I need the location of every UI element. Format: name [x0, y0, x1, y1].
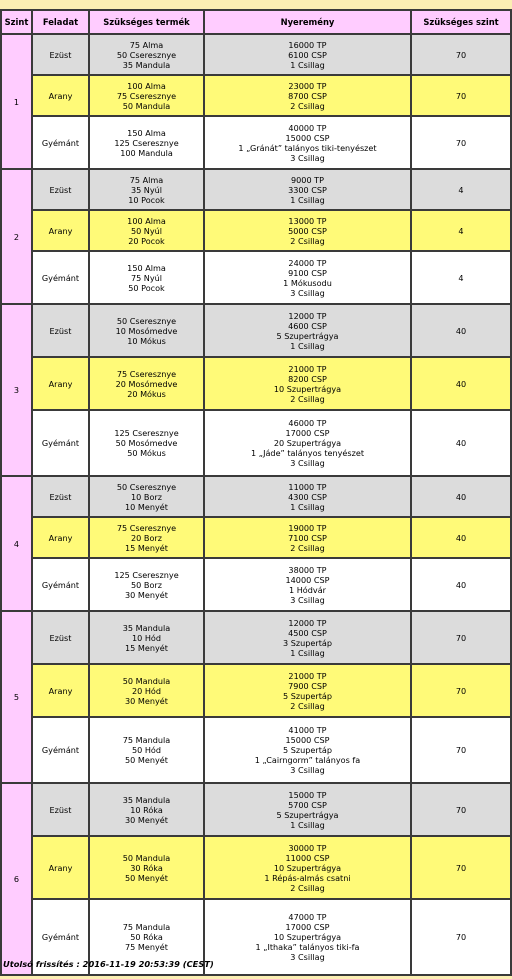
required-level-cell-text: 70	[455, 49, 467, 60]
required-level-cell	[411, 836, 511, 899]
rewards-cell-text: 12000 TP 4600 CSP 5 Szupertrágya 1 Csillag	[276, 310, 339, 351]
table-row	[1, 210, 511, 251]
rewards-cell	[204, 304, 411, 357]
products-cell-text: 75 Mandula 50 Hód 50 Menyét	[122, 735, 171, 765]
rewards-cell	[204, 476, 411, 517]
rewards-cell-text: 30000 TP 11000 CSP 10 Szupertrágya 1 Répás-almás csatni 2 Csillag	[264, 842, 351, 893]
table-row	[1, 251, 511, 304]
required-level-cell-text: 4	[458, 184, 464, 195]
task-cell	[32, 517, 89, 558]
rewards-cell	[204, 836, 411, 899]
products-cell-text: 75 Cseresznye 20 Borz 15 Menyét	[116, 522, 177, 553]
products-cell	[89, 664, 204, 717]
task-cell-text: Gyémánt	[41, 438, 80, 448]
required-level-cell	[411, 899, 511, 975]
rewards-cell	[204, 517, 411, 558]
required-level-cell-text: 70	[455, 862, 467, 873]
rewards-cell-text: 12000 TP 4500 CSP 3 Szupertáp 1 Csillag	[283, 617, 332, 658]
rewards-cell	[204, 210, 411, 251]
required-level-cell-text: 70	[455, 137, 467, 148]
rewards-cell-text: 15000 TP 5700 CSP 5 Szupertrágya 1 Csillag	[276, 789, 339, 830]
products-cell-text: 50 Cseresznye 10 Mosómedve 10 Mókus	[115, 315, 178, 346]
table-row	[1, 116, 511, 169]
products-cell-text: 50 Mandula 30 Róka 50 Menyét	[122, 852, 171, 883]
required-level-cell	[411, 34, 511, 75]
required-level-cell	[411, 517, 511, 558]
rewards-cell-text: 16000 TP 6100 CSP 1 Csillag	[288, 39, 327, 70]
task-cell-text: Arany	[48, 90, 73, 101]
task-cell-text: Arany	[48, 685, 73, 696]
task-cell-text: Ezüst	[49, 184, 72, 195]
products-cell	[89, 357, 204, 410]
table-row	[1, 357, 511, 410]
quest-table	[0, 9, 512, 976]
products-cell-text: 100 Alma 75 Cseresznye 50 Mandula	[116, 80, 177, 111]
rewards-cell-text: 24000 TP 9100 CSP 1 Mókusodu 3 Csillag	[283, 257, 332, 298]
table-row	[1, 664, 511, 717]
table-row	[1, 476, 511, 517]
rewards-cell	[204, 558, 411, 611]
rewards-cell-text: 19000 TP 7100 CSP 2 Csillag	[288, 522, 327, 553]
products-cell	[89, 558, 204, 611]
table-row	[1, 558, 511, 611]
level-cell: 2	[1, 169, 32, 304]
products-cell-text: 50 Cseresznye 10 Borz 10 Menyét	[116, 481, 177, 512]
task-cell-text: Gyémánt	[41, 137, 80, 148]
level-cell: 5	[1, 611, 32, 783]
rewards-cell	[204, 664, 411, 717]
task-cell	[32, 34, 89, 75]
rewards-cell	[204, 34, 411, 75]
products-cell-text: 75 Alma 35 Nyúl 10 Pocok	[128, 174, 165, 205]
required-level-cell	[411, 116, 511, 169]
task-cell	[32, 476, 89, 517]
table-row	[1, 410, 511, 476]
task-cell-text: Ezüst	[49, 804, 72, 815]
task-cell	[32, 169, 89, 210]
task-cell-text: Ezüst	[49, 49, 72, 60]
level-cell: 1	[1, 34, 32, 169]
required-level-cell-text: 70	[455, 90, 467, 101]
required-level-cell	[411, 664, 511, 717]
task-cell-text: Gyémánt	[41, 579, 80, 590]
task-cell	[32, 357, 89, 410]
task-cell	[32, 836, 89, 899]
products-cell-text: 50 Mandula 20 Hód 30 Menyét	[122, 675, 171, 706]
task-cell	[32, 304, 89, 357]
table-row	[1, 611, 511, 664]
task-cell-text: Arany	[48, 378, 73, 389]
task-cell	[32, 251, 89, 304]
rewards-cell-text: 38000 TP 14000 CSP 1 Hódvár 3 Csillag	[285, 564, 330, 605]
products-cell-text: 100 Alma 50 Nyúl 20 Pocok	[127, 215, 166, 246]
products-cell	[89, 517, 204, 558]
task-cell	[32, 717, 89, 783]
task-cell-text: Gyémánt	[41, 272, 80, 283]
products-cell-text: 125 Cseresznye 50 Mosómedve 50 Mókus	[114, 428, 179, 458]
required-level-cell-text: 40	[455, 438, 467, 448]
products-cell-text: 35 Mandula 10 Hód 15 Menyét	[122, 622, 171, 653]
required-level-cell-text: 70	[455, 685, 467, 696]
rewards-cell-text: 41000 TP 15000 CSP 5 Szupertáp 1 „Cairngorm” talányos fa 3 Csillag	[254, 725, 361, 775]
table-row	[1, 836, 511, 899]
required-level-cell	[411, 410, 511, 476]
products-cell	[89, 34, 204, 75]
rewards-cell	[204, 251, 411, 304]
products-cell	[89, 75, 204, 116]
required-level-cell	[411, 75, 511, 116]
table-row	[1, 75, 511, 116]
header-task: Feladat	[32, 10, 89, 34]
products-cell-text: 75 Mandula 50 Róka 75 Menyét	[122, 922, 171, 952]
task-cell-text: Arany	[48, 862, 73, 873]
products-cell	[89, 410, 204, 476]
required-level-cell-text: 4	[458, 272, 464, 283]
header-required-level: Szükséges szint	[411, 10, 511, 34]
header-level: Szint	[1, 10, 32, 34]
products-cell-text: 75 Alma 50 Cseresznye 35 Mandula	[116, 39, 177, 70]
products-cell	[89, 251, 204, 304]
products-cell	[89, 476, 204, 517]
required-level-cell	[411, 251, 511, 304]
rewards-cell-text: 47000 TP 17000 CSP 10 Szupertrágya 1 „Ithaka” talányos tiki-fa 3 Csillag	[255, 912, 360, 962]
required-level-cell	[411, 611, 511, 664]
table-header	[1, 10, 511, 34]
task-cell	[32, 116, 89, 169]
required-level-cell	[411, 169, 511, 210]
products-cell	[89, 717, 204, 783]
required-level-cell	[411, 304, 511, 357]
rewards-cell-text: 46000 TP 17000 CSP 20 Szupertrágya 1 „Jáde” talányos tenyészet 3 Csillag	[250, 418, 364, 468]
level-cell: 4	[1, 476, 32, 611]
required-level-cell-text: 40	[455, 378, 467, 389]
required-level-cell-text: 40	[455, 325, 467, 336]
level-cell: 3	[1, 304, 32, 476]
task-cell-text: Arany	[48, 225, 73, 236]
required-level-cell-text: 70	[455, 632, 467, 643]
table-body	[1, 34, 511, 975]
required-level-cell-text: 70	[455, 804, 467, 815]
required-level-cell-text: 40	[455, 491, 467, 502]
table-row	[1, 783, 511, 836]
rewards-cell-text: 23000 TP 8700 CSP 2 Csillag	[288, 80, 327, 111]
required-level-cell-text: 40	[455, 579, 467, 590]
task-cell-text: Arany	[48, 532, 73, 543]
rewards-cell-text: 21000 TP 8200 CSP 10 Szupertrágya 2 Csillag	[273, 363, 342, 404]
rewards-cell	[204, 717, 411, 783]
table-row	[1, 717, 511, 783]
rewards-cell-text: 40000 TP 15000 CSP 1 „Gránát” talányos tiki-tenyészet 3 Csillag	[238, 122, 377, 163]
products-cell-text: 35 Mandula 10 Róka 30 Menyét	[122, 794, 171, 825]
task-cell-text: Gyémánt	[41, 932, 80, 942]
rewards-cell	[204, 899, 411, 975]
rewards-cell	[204, 116, 411, 169]
last-updated: Utolsó frissítés : 2016-11-19 20:53:39 (CEST)	[3, 959, 214, 969]
table-row	[1, 304, 511, 357]
required-level-cell-text: 40	[455, 532, 467, 543]
task-cell-text: Ezüst	[49, 632, 72, 643]
task-cell	[32, 75, 89, 116]
required-level-cell-text: 70	[455, 745, 467, 755]
rewards-cell-text: 13000 TP 5000 CSP 2 Csillag	[288, 215, 327, 246]
products-cell-text: 125 Cseresznye 50 Borz 30 Menyét	[114, 569, 179, 600]
rewards-cell	[204, 75, 411, 116]
task-cell-text: Ezüst	[49, 325, 72, 336]
header-reward: Nyeremény	[204, 10, 411, 34]
level-cell: 6	[1, 783, 32, 975]
required-level-cell-text: 70	[455, 932, 467, 942]
products-cell	[89, 169, 204, 210]
task-cell	[32, 611, 89, 664]
products-cell	[89, 304, 204, 357]
required-level-cell	[411, 783, 511, 836]
table-row	[1, 169, 511, 210]
rewards-cell	[204, 357, 411, 410]
task-cell	[32, 210, 89, 251]
task-cell	[32, 783, 89, 836]
products-cell	[89, 116, 204, 169]
rewards-cell-text: 9000 TP 3300 CSP 1 Csillag	[288, 174, 327, 205]
required-level-cell	[411, 558, 511, 611]
rewards-cell	[204, 169, 411, 210]
rewards-cell-text: 11000 TP 4300 CSP 1 Csillag	[288, 481, 327, 512]
rewards-cell	[204, 783, 411, 836]
required-level-cell	[411, 210, 511, 251]
products-cell	[89, 611, 204, 664]
rewards-cell	[204, 410, 411, 476]
required-level-cell	[411, 717, 511, 783]
products-cell	[89, 783, 204, 836]
products-cell	[89, 836, 204, 899]
task-cell-text: Ezüst	[49, 491, 72, 502]
task-cell	[32, 664, 89, 717]
rewards-cell-text: 21000 TP 7900 CSP 5 Szupertáp 2 Csillag	[283, 670, 332, 711]
table-row	[1, 34, 511, 75]
products-cell-text: 75 Cseresznye 20 Mosómedve 20 Mókus	[115, 368, 178, 399]
table-row	[1, 517, 511, 558]
products-cell	[89, 210, 204, 251]
required-level-cell-text: 4	[458, 225, 464, 236]
task-cell	[32, 410, 89, 476]
rewards-cell	[204, 611, 411, 664]
task-cell	[32, 558, 89, 611]
task-cell-text: Gyémánt	[41, 745, 80, 755]
products-cell-text: 150 Alma 125 Cseresznye 100 Mandula	[114, 127, 179, 158]
header-required-products: Szükséges termék	[89, 10, 204, 34]
required-level-cell	[411, 476, 511, 517]
required-level-cell	[411, 357, 511, 410]
products-cell-text: 150 Alma 75 Nyúl 50 Pocok	[127, 262, 166, 293]
